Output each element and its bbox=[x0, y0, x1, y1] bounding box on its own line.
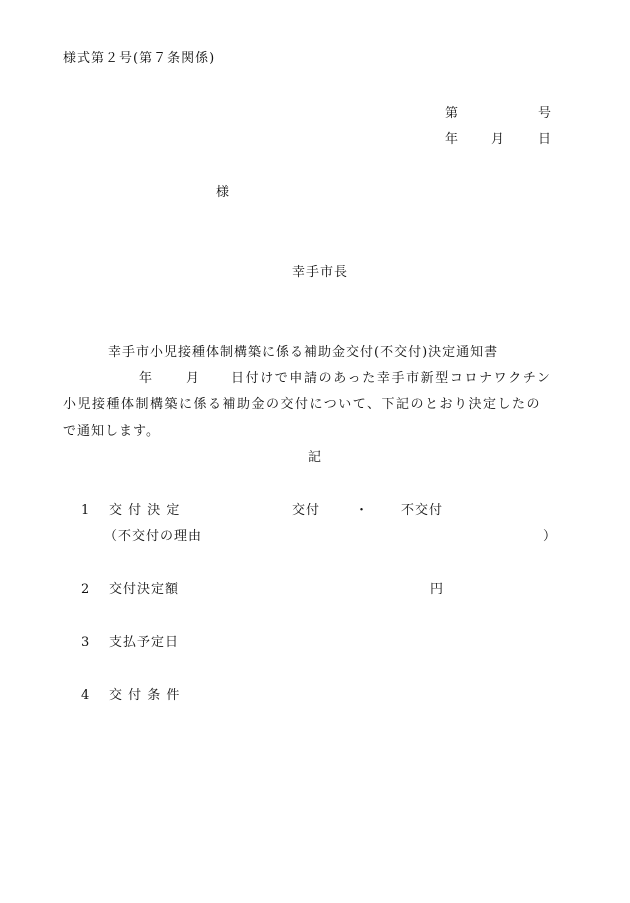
item-3-number: 3 bbox=[81, 635, 91, 650]
date-day: 日 bbox=[538, 132, 553, 147]
doc-number-go: 号 bbox=[538, 106, 553, 121]
item-3-label: 支払予定日 bbox=[109, 635, 180, 650]
date-year: 年 bbox=[445, 132, 460, 147]
document-title: 幸手市小児接種体制構築に係る補助金交付(不交付)決定通知書 bbox=[108, 345, 499, 360]
body-line1-tail: 日付けで申請のあった幸手市新型コロナワクチン bbox=[231, 371, 552, 386]
body-month: 月 bbox=[186, 371, 201, 386]
body-year: 年 bbox=[139, 371, 154, 386]
recipient-suffix: 様 bbox=[216, 185, 231, 200]
item-1-separator: ・ bbox=[355, 503, 370, 518]
item-2-number: 2 bbox=[81, 582, 91, 597]
item-4-label: 交 付 条 件 bbox=[109, 688, 181, 703]
body-line2: 小児接種体制構築に係る補助金の交付について、下記のとおり決定したの bbox=[63, 397, 541, 412]
doc-number-dai: 第 bbox=[445, 106, 460, 121]
ki-heading: 記 bbox=[308, 450, 323, 465]
form-label: 様式第２号(第７条関係) bbox=[63, 51, 216, 66]
item-1-reason-close: ） bbox=[543, 529, 558, 544]
item-2-label: 交付決定額 bbox=[109, 582, 180, 597]
item-2-unit: 円 bbox=[430, 582, 445, 597]
item-4-number: 4 bbox=[81, 688, 91, 703]
issuer: 幸手市長 bbox=[292, 265, 349, 280]
item-1-number: 1 bbox=[81, 503, 91, 518]
body-line3: で通知します。 bbox=[63, 424, 160, 439]
item-1-reason-open: （不交付の理由 bbox=[104, 529, 203, 544]
item-1-option-nogrant: 不交付 bbox=[401, 503, 444, 518]
item-1-option-grant: 交付 bbox=[292, 503, 321, 518]
item-1-label: 交 付 決 定 bbox=[109, 503, 181, 518]
date-month: 月 bbox=[491, 132, 506, 147]
